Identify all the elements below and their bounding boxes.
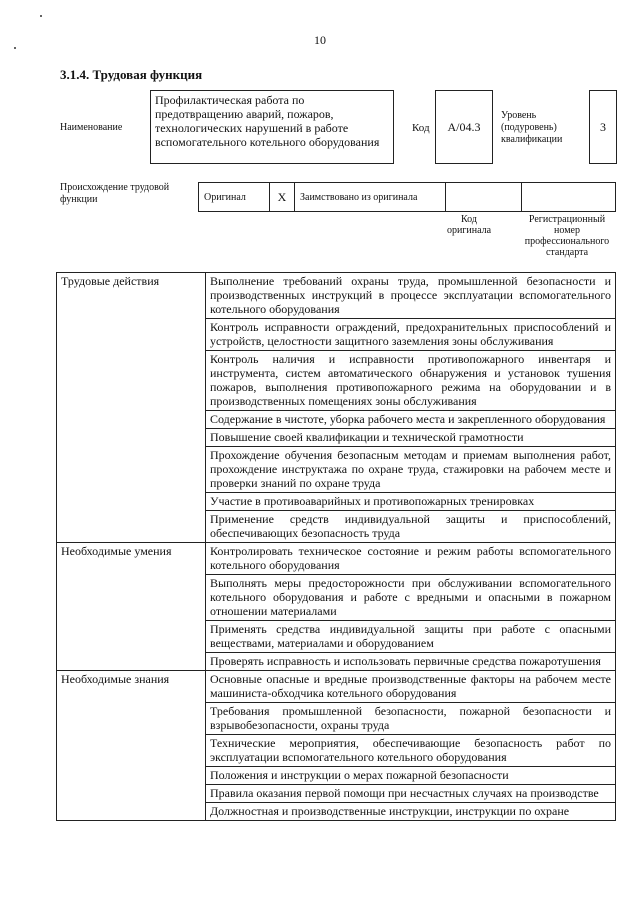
original-label: Оригинал	[199, 183, 270, 212]
code-value: A/04.3	[447, 119, 481, 134]
item-cell: Контроль наличия и исправности противопожарного инвентаря и инструмента, систем автоматического обнаружения и установок тушения пожаров, выполнения противопожарного режима на оборудовании и в производственных помещениях зоны обслуживания	[206, 351, 616, 411]
section-title: 3.1.4. Трудовая функция	[60, 67, 203, 82]
scan-mark	[40, 15, 42, 17]
table-row	[57, 543, 616, 575]
item-cell: Применение средств индивидуальной защиты и приспособлений, обеспечивающих безопасность труда	[206, 511, 616, 543]
item-cell: Требования промышленной безопасности, пожарной безопасности и взрывобезопасности, охраны труда	[206, 703, 616, 735]
page-number: 10	[314, 33, 326, 47]
item-cell: Прохождение обучения безопасным методам и приемам выполнения работ, прохождение инструктажа по охране труда, стажировки на рабочем месте и проверки знаний по охране труда	[206, 447, 616, 493]
origin-table	[198, 182, 616, 212]
name-label: Наименование	[60, 122, 123, 133]
item-cell: Контролировать техническое состояние и режим работы вспомогательного котельного оборудования	[206, 543, 616, 575]
reg-number-caption: Регистрационный номер профессионального стандарта	[524, 214, 610, 258]
level-label: Уровень (подуровень) квалификации	[501, 110, 563, 145]
origin-label: Происхождение трудовой функции	[60, 182, 170, 205]
item-cell: Основные опасные и вредные производственные факторы на рабочем месте машиниста-обходчика котельного оборудования	[206, 671, 616, 703]
code-label: Код	[412, 122, 430, 134]
category-cell: Необходимые знания	[57, 671, 206, 821]
item-cell: Применять средства индивидуальной защиты при работе с опасными веществами, материалами и оборудованием	[206, 621, 616, 653]
table-row	[57, 273, 616, 319]
item-cell: Выполнение требований охраны труда, промышленной безопасности и производственных инструкций в процессе эксплуатации вспомогательного котельного оборудования	[206, 273, 616, 319]
item-cell: Проверять исправность и использовать первичные средства пожаротушения	[206, 653, 616, 671]
item-cell: Правила оказания первой помощи при несчастных случаях на производстве	[206, 785, 616, 803]
code-value-box	[435, 90, 493, 164]
item-cell: Повышение своей квалификации и технической грамотности	[206, 429, 616, 447]
item-cell: Технические мероприятия, обеспечивающие безопасность работ по эксплуатации вспомогательного котельного оборудования	[206, 735, 616, 767]
borrowed-label: Заимствовано из оригинала	[295, 183, 446, 212]
function-name-box: Профилактическая работа по предотвращению аварий, пожаров, технологических нарушений в работе вспомогательного котельного оборудования	[150, 90, 394, 164]
item-cell: Должностная и производственные инструкции, инструкции по охране	[206, 803, 616, 821]
reg-number-cell	[522, 183, 616, 212]
item-cell: Содержание в чистоте, уборка рабочего места и закрепленного оборудования	[206, 411, 616, 429]
category-cell: Трудовые действия	[57, 273, 206, 543]
item-cell: Контроль исправности ограждений, предохранительных приспособлений и устройств, целостности защитного заземления зоны обслуживания	[206, 319, 616, 351]
code-original-caption: Код оригинала	[446, 214, 492, 236]
original-mark: X	[270, 183, 295, 212]
level-value: 3	[600, 119, 606, 134]
item-cell: Положения и инструкции о мерах пожарной безопасности	[206, 767, 616, 785]
level-value-box	[589, 90, 617, 164]
category-cell: Необходимые умения	[57, 543, 206, 671]
table-row	[57, 671, 616, 703]
code-original-cell	[446, 183, 522, 212]
item-cell: Выполнять меры предосторожности при обслуживании вспомогательного котельного оборудования и работе с вредными и опасными в пожарном отношении материалами	[206, 575, 616, 621]
function-table	[56, 272, 616, 821]
item-cell: Участие в противоаварийных и противопожарных тренировках	[206, 493, 616, 511]
